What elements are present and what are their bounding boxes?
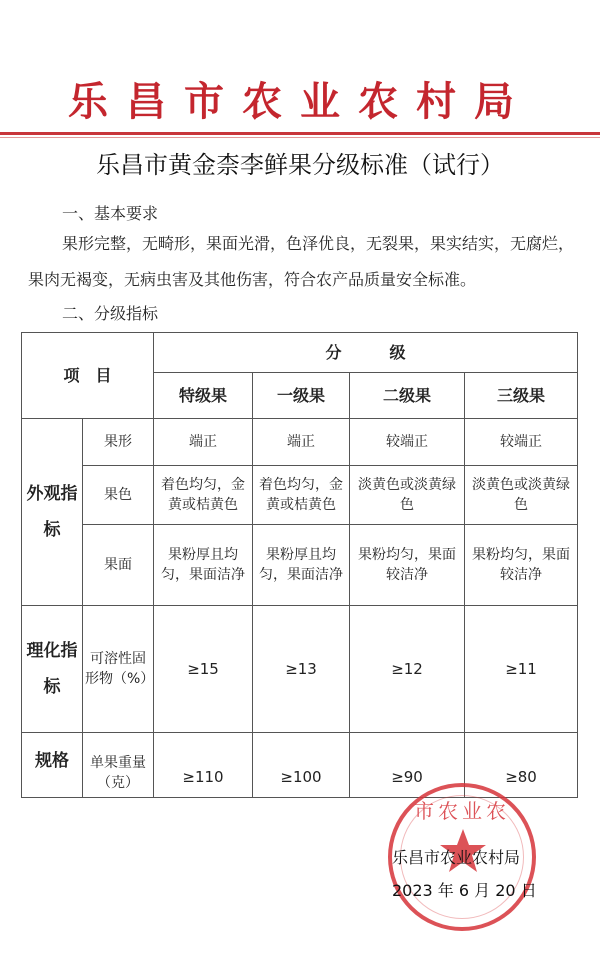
cell: ≥11 bbox=[465, 606, 578, 733]
group-specification: 规格 bbox=[22, 733, 83, 798]
group-label: 外观指标 bbox=[26, 484, 78, 540]
seal-text: 市农业农 bbox=[414, 799, 510, 823]
organization-letterhead: 乐昌市农业农村局 bbox=[68, 78, 532, 125]
cell: ≥15 bbox=[154, 606, 253, 733]
grade-special: 特级果 bbox=[154, 373, 253, 419]
table-row bbox=[22, 419, 578, 466]
table-row bbox=[22, 606, 578, 733]
cell: 较端正 bbox=[465, 419, 578, 466]
row-label: 单果重量（克） bbox=[83, 733, 154, 798]
letterhead-divider-thick bbox=[0, 132, 600, 135]
basic-requirements-paragraph: 果形完整，无畸形，果面光滑，色泽优良，无裂果，果实结实，无腐烂，果肉无褐变，无病虫害及其他伤害，符合农产品质量安全标准。 bbox=[28, 234, 575, 289]
grade-first: 一级果 bbox=[253, 373, 350, 419]
cell: 果粉厚且均匀，果面洁净 bbox=[253, 525, 350, 606]
cell: ≥90 bbox=[350, 733, 465, 798]
cell: ≥80 bbox=[465, 733, 578, 798]
section-heading-grading-criteria: 二、分级指标 bbox=[62, 304, 159, 323]
cell: 着色均匀，金黄或桔黄色 bbox=[154, 466, 253, 525]
row-label: 果形 bbox=[83, 419, 154, 466]
cell: ≥110 bbox=[154, 733, 253, 798]
cell: 果粉均匀，果面较洁净 bbox=[465, 525, 578, 606]
row-label: 可溶性固形物（%） bbox=[83, 606, 154, 733]
group-physicochemical: 理化指标 bbox=[22, 606, 83, 733]
signature-organization: 乐昌市农业农村局 bbox=[392, 848, 521, 867]
cell: ≥100 bbox=[253, 733, 350, 798]
cell: 端正 bbox=[253, 419, 350, 466]
row-label: 果面 bbox=[83, 525, 154, 606]
cell: 果粉厚且均匀，果面洁净 bbox=[154, 525, 253, 606]
cell: 较端正 bbox=[350, 419, 465, 466]
cell: 果粉均匀，果面较洁净 bbox=[350, 525, 465, 606]
cell: 淡黄色或淡黄绿色 bbox=[350, 466, 465, 525]
cell: ≥12 bbox=[350, 606, 465, 733]
grading-table bbox=[21, 332, 578, 798]
grade-header: 分 级 bbox=[154, 333, 578, 373]
table-row bbox=[22, 525, 578, 606]
table-row bbox=[22, 466, 578, 525]
grade-second: 二级果 bbox=[350, 373, 465, 419]
grade-third: 三级果 bbox=[465, 373, 578, 419]
table-header-row bbox=[22, 333, 578, 373]
row-label: 果色 bbox=[83, 466, 154, 525]
document-title: 乐昌市黄金柰李鲜果分级标准（试行） bbox=[96, 151, 504, 179]
cell: 着色均匀，金黄或桔黄色 bbox=[253, 466, 350, 525]
cell: 淡黄色或淡黄绿色 bbox=[465, 466, 578, 525]
signature-date: 2023 年 6 月 20 日 bbox=[392, 881, 537, 900]
section-heading-basic-requirements: 一、基本要求 bbox=[62, 204, 159, 223]
letterhead-divider-thin bbox=[0, 137, 600, 138]
cell: ≥13 bbox=[253, 606, 350, 733]
item-header: 项 目 bbox=[22, 333, 154, 419]
table-row bbox=[22, 733, 578, 798]
cell: 端正 bbox=[154, 419, 253, 466]
group-appearance bbox=[22, 419, 83, 606]
